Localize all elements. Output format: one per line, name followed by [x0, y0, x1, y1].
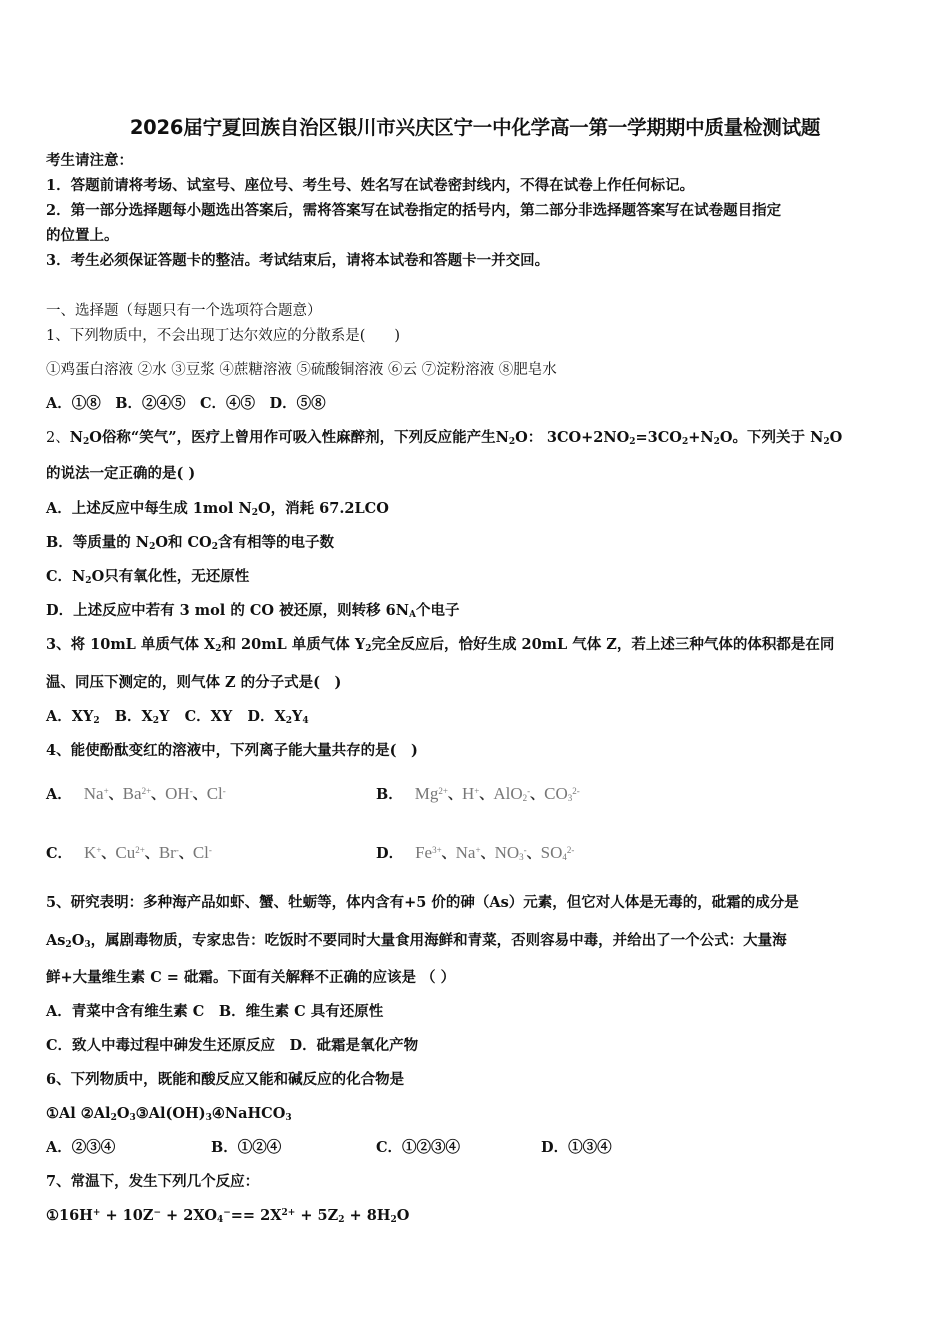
q2-line-2: 的说法一定正确的是( )	[46, 465, 196, 482]
q6-list: ①Al $②Al_2O_3③Al(OH)_3④NaHCO_3$	[46, 1105, 292, 1123]
q4-option-b: B． $Mg^{2+}$、H+、AlO$_2$-、$CO_3^{2-}$	[376, 784, 580, 803]
q6-option-b: B．①②④	[211, 1139, 282, 1156]
notice-item-3: 3．考生必须保证答题卡的整洁。考试结束后，请将本试卷和答题卡一并交回。	[46, 252, 550, 269]
q4-option-a: A． Na+、$Ba^{2+}$、OH-、Cl-	[46, 784, 226, 803]
notice-item-1: 1．答题前请将考场、试室号、座位号、考生号、姓名写在试卷密封线内，不得在试卷上作任何标记。	[46, 177, 695, 194]
q4-stem: 4、能使酚酞变红的溶液中，下列离子能大量共存的是( )	[46, 742, 418, 759]
q7-equation-1: ①16H+ + $10Z^- + 2XO_4^-== 2X^{2+} + 5Z_2 + 8H_2O$	[46, 1207, 410, 1225]
q1-stem: 1、下列物质中，不会出现丁达尔效应的分散系是( )	[46, 328, 401, 344]
exam-title: 2026届宁夏回族自治区银川市兴庆区宁一中化学高一第一学期期中质量检测试题	[129, 116, 821, 139]
notice-heading: 考生请注意：	[46, 152, 133, 169]
q6-option-c: C．①②③④	[376, 1139, 461, 1156]
q5-line-1: 5、研究表明：多种海产品如虾、蟹、牡蛎等，体内含有+5 价的砷（As）元素，但它对人体是无毒的，砒霜的成分是	[46, 894, 799, 911]
q5-options-ab: A．青菜中含有维生素 C B．维生素 C 具有还原性	[46, 1003, 384, 1020]
q6-stem: 6、下列物质中，既能和酸反应又能和碱反应的化合物是	[46, 1071, 405, 1088]
q6-option-d: D．①③④	[541, 1139, 612, 1156]
q1-options: A．①⑧ B．②④⑤ C．④⑤ D．⑤⑧	[46, 395, 326, 412]
q2-option-a: A．上述反应中每生成 1mol $N_2O$，消耗 67.2LCO	[46, 500, 389, 518]
q3-line-1: 3、将 10mL 单质气体 $X_2$和 20mL 单质气体 $Y_2$完全反应后，恰好生成 20mL 气体 Z，若上述三种气体的体积都是在同	[46, 636, 835, 654]
notice-item-2-cont: 的位置上。	[46, 227, 119, 244]
q6-option-a: A．②③④	[46, 1139, 116, 1156]
q1-list: ①鸡蛋白溶液 ②水 ③豆浆 ④蔗糖溶液 ⑤硫酸铜溶液 ⑥云 ⑦淀粉溶液 ⑧肥皂水	[46, 362, 557, 378]
notice-item-2: 2．第一部分选择题每小题选出答案后，需将答案写在试卷指定的括号内，第二部分非选择题答案写在试卷题目指定	[46, 202, 782, 219]
q5-line-3: 鲜+大量维生素 C = 砒霜。下面有关解释不正确的应该是 （ ）	[46, 969, 456, 986]
q5-options-cd: C．致人中毒过程中砷发生还原反应 D．砒霜是氧化产物	[46, 1037, 419, 1054]
q3-line-2: 温、同压下测定的，则气体 Z 的分子式是( )	[46, 674, 342, 691]
q2-option-b: B．等质量的 $N_2O$和 $CO_2$含有相等的电子数	[46, 534, 334, 552]
q4-option-d: D． $Fe^{3+}$、Na+、$NO_3^-$、$SO_4^{2-}$	[376, 843, 575, 862]
section-heading: 一、选择题（每题只有一个选项符合题意）	[46, 303, 322, 319]
q4-option-c: C． K+、$Cu^{2+}$、Br-、Cl-	[46, 843, 212, 862]
q5-line-2: $As_2O_3$，属剧毒物质，专家忠告：吃饭时不要同时大量食用海鲜和青菜，否则容易中毒，并给出了一个公式：大量海	[46, 932, 787, 950]
q3-options: A．$XY_2$ B．$X_2Y$ C．XY D．$X_2Y_4$	[46, 708, 309, 726]
q2-line-1: 2、$N_2O$俗称“笑气”，医疗上曾用作可吸入性麻醉剂，下列反应能产生$N_2O$： $3CO+2NO_2=3CO_2+N_2O$。下列关于 $N_2O$	[46, 429, 843, 447]
q2-option-d: D．上述反应中若有 3 mol 的 CO 被还原，则转移 $6N_A$个电子	[46, 602, 460, 620]
q2-option-c: C．$N_2O$只有氧化性，无还原性	[46, 568, 250, 586]
q7-stem: 7、常温下，发生下列几个反应：	[46, 1173, 260, 1190]
